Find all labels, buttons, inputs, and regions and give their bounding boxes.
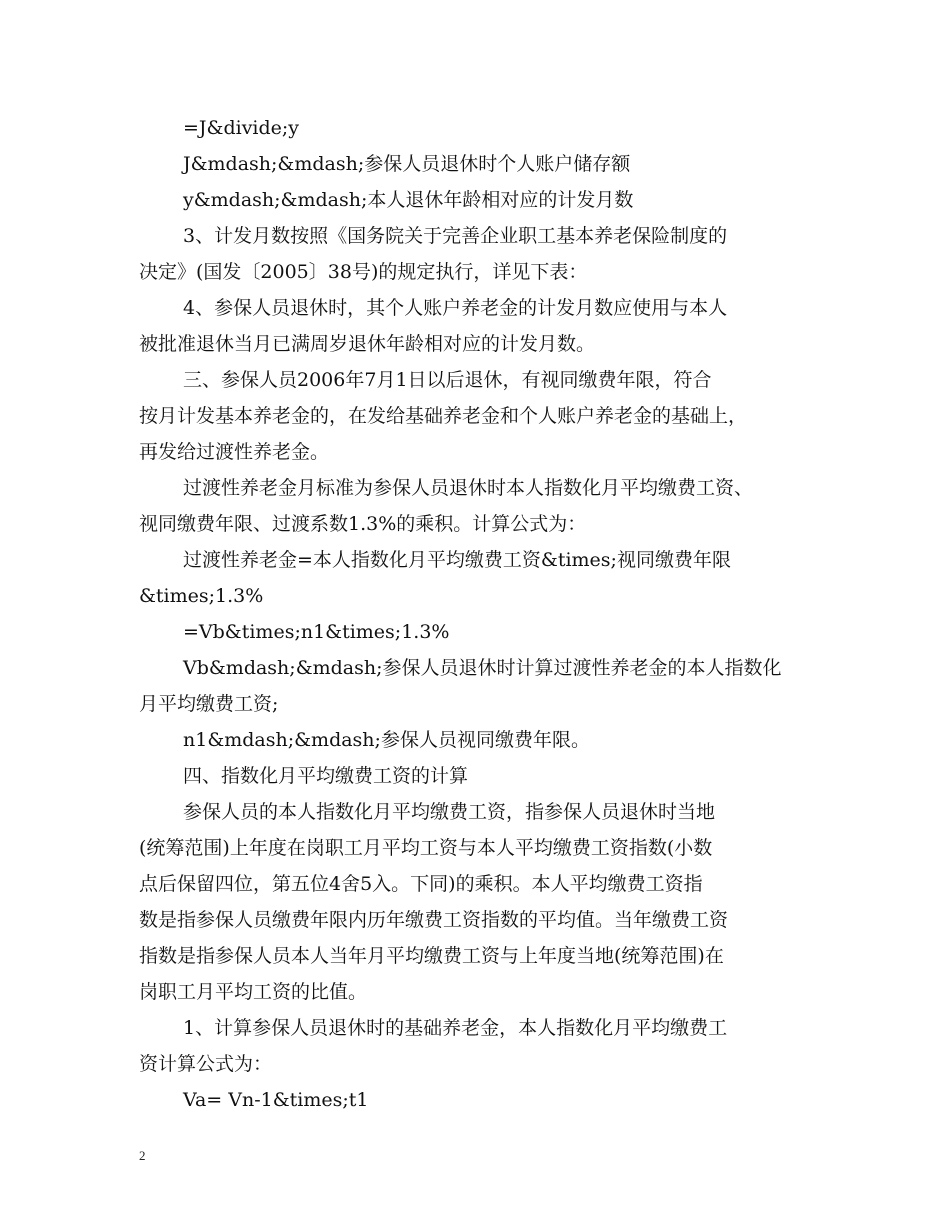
text-line: =J&divide;y — [183, 117, 300, 139]
text-line: 过渡性养老金月标准为参保人员退休时本人指数化月平均缴费工资、 — [183, 477, 754, 499]
text-line: 按月计发基本养老金的，在发给基础养老金和个人账户养老金的基础上， — [139, 405, 748, 427]
section-heading: 四、指数化月平均缴费工资的计算 — [183, 765, 469, 787]
text-line: 三、参保人员2006年7月1日以后退休，有视同缴费年限，符合 — [183, 369, 712, 391]
text-line: 过渡性养老金=本人指数化月平均缴费工资&times;视同缴费年限 — [183, 549, 731, 571]
text-line: =Vb&times;n1&times;1.3% — [183, 621, 450, 643]
text-line: Vb&mdash;&mdash;参保人员退休时计算过渡性养老金的本人指数化 — [183, 657, 782, 679]
text-line: 点后保留四位，第五位4舍5入。下同)的乘积。本人平均缴费工资指 — [139, 873, 703, 895]
text-line: 月平均缴费工资; — [139, 693, 279, 715]
text-line: (统筹范围)上年度在岗职工月平均工资与本人平均缴费工资指数(小数 — [139, 837, 713, 859]
text-line: 资计算公式为： — [139, 1053, 273, 1075]
text-line: &times;1.3% — [139, 585, 264, 607]
text-line: 4、参保人员退休时，其个人账户养老金的计发月数应使用与本人 — [183, 297, 728, 319]
text-line: 视同缴费年限、过渡系数1.3%的乘积。计算公式为： — [139, 513, 587, 535]
text-line: 再发给过渡性养老金。 — [139, 441, 330, 463]
text-line: 数是指参保人员缴费年限内历年缴费工资指数的平均值。当年缴费工资 — [139, 909, 729, 931]
text-line: n1&mdash;&mdash;参保人员视同缴费年限。 — [183, 729, 590, 751]
text-line: 被批准退休当月已满周岁退休年龄相对应的计发月数。 — [139, 333, 596, 355]
text-line: 1、计算参保人员退休时的基础养老金，本人指数化月平均缴费工 — [183, 1017, 728, 1039]
formula-line: Va= Vn-1&times;t1 — [183, 1089, 369, 1111]
page-number: 2 — [139, 1148, 146, 1163]
text-line: 岗职工月平均工资的比值。 — [139, 981, 368, 1003]
text-line: 指数是指参保人员本人当年月平均缴费工资与上年度当地(统筹范围)在 — [139, 945, 724, 967]
text-line: y&mdash;&mdash;本人退休年龄相对应的计发月数 — [183, 189, 634, 211]
text-line: 参保人员的本人指数化月平均缴费工资，指参保人员退休时当地 — [183, 801, 716, 823]
text-line: 决定》(国发〔2005〕38号)的规定执行，详见下表： — [139, 261, 588, 283]
text-line: J&mdash;&mdash;参保人员退休时个人账户储存额 — [183, 153, 631, 175]
text-line: 3、计发月数按照《国务院关于完善企业职工基本养老保险制度的 — [183, 225, 728, 247]
